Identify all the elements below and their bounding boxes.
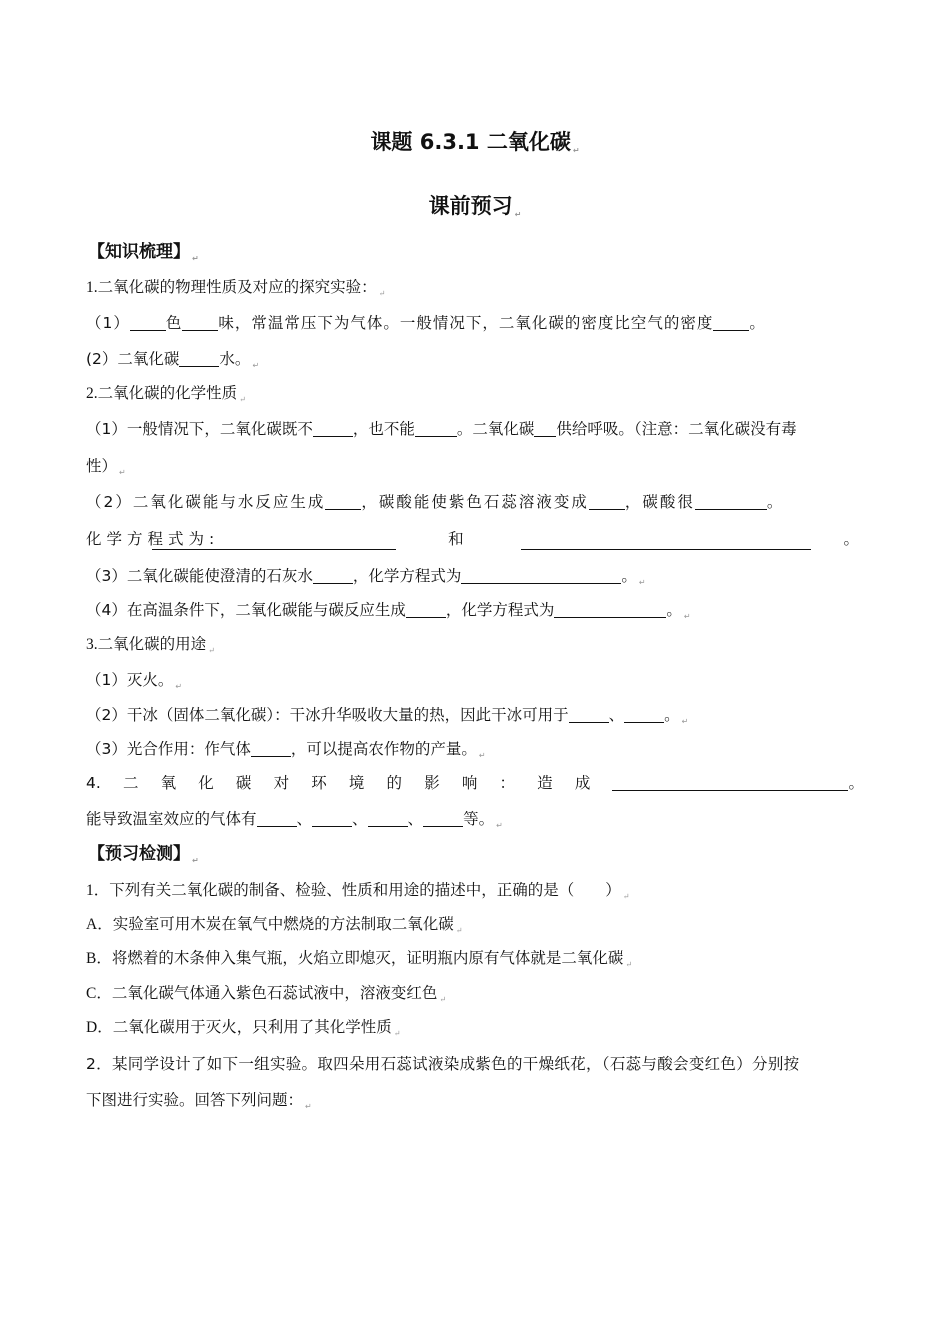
section-knowledge-heading: 【知识梳理】 $_↵$ bbox=[88, 242, 199, 263]
q1-heading: 1.二氧化碳的物理性质及对应的探究实验： $_↵$ bbox=[86, 279, 386, 298]
test-option-c: C．二氧化碳气体通入紫色石蕊试液中，溶液变红色 $_↵$ bbox=[86, 985, 447, 1004]
q4-part1: 4. 二 氧 化 碳 对 环 境 的 影 响 ： 造 成 。 bbox=[86, 774, 864, 792]
q2-part3: （3）二氧化碳能使澄清的石灰水 ，化学方程式为 。 $_↵$ bbox=[86, 567, 646, 587]
test-option-b: B．将燃着的木条伸入集气瓶，火焰立即熄灭，证明瓶内原有气体就是二氧化碳 $_↵$ bbox=[86, 950, 633, 969]
q2-part1-cont: 性） $_↵$ bbox=[86, 457, 126, 477]
q2-equation-line: 化学方程式为: 和 。 bbox=[86, 530, 864, 548]
test-question-2: 2．某同学设计了如下一组实验。取四朵用石蕊试液染成紫色的干燥纸花，（石蕊与酸会变红色）分别按 bbox=[86, 1055, 800, 1073]
q3-part1: （1）灭火。 $_↵$ bbox=[86, 671, 183, 691]
q3-heading: 3.二氧化碳的用途 $_↵$ bbox=[86, 636, 215, 655]
test-question-1: 1．下列有关二氧化碳的制备、检验、性质和用途的描述中，正确的是（ ） $_↵$ bbox=[86, 882, 630, 901]
q2-part4: （4）在高温条件下，二氧化碳能与碳反应生成 ，化学方程式为 。 $_↵$ bbox=[86, 601, 691, 621]
section-preview-test-heading: 【预习检测】 $_↵$ bbox=[88, 844, 199, 865]
q4-part2: 能导致温室效应的气体有 、 、 、 等。 $_↵$ bbox=[86, 810, 503, 830]
page-subtitle: 课前预习 ↵ bbox=[428, 194, 522, 219]
q1-part1: （1） 色 味，常温常压下为气体。一般情况下，二氧化碳的密度比空气的密度 。 bbox=[86, 314, 766, 332]
test-question-2-cont: 下图进行实验。回答下列问题： $_↵$ bbox=[86, 1091, 312, 1111]
q2-heading: 2.二氧化碳的化学性质 $_↵$ bbox=[86, 385, 246, 404]
q2-part2: （2）二氧化碳能与水反应生成 ，碳酸能使紫色石蕊溶液变成 ，碳酸很 。 bbox=[86, 493, 785, 511]
test-option-a: A．实验室可用木炭在氧气中燃烧的方法制取二氧化碳 $_↵$ bbox=[86, 916, 463, 935]
page-title: 课题 6.3.1 二氧化碳 ↵ bbox=[370, 130, 580, 155]
q1-part2: (2）二氧化碳 水。 $_↵$ bbox=[86, 350, 260, 370]
q2-part1: （1）一般情况下，二氧化碳既不 ，也不能 。二氧化碳 供给呼吸。（注意：二氧化碳没有毒 bbox=[86, 420, 797, 438]
q3-part3: （3）光合作用：作气体 ，可以提高农作物的产量。 $_↵$ bbox=[86, 740, 486, 760]
q3-part2: （2）干冰（固体二氧化碳）：干冰升华吸收大量的热，因此干冰可用于 、 。 $_↵$ bbox=[86, 706, 689, 726]
test-option-d: D．二氧化碳用于灭火，只利用了其化学性质 $_↵$ bbox=[86, 1019, 401, 1038]
